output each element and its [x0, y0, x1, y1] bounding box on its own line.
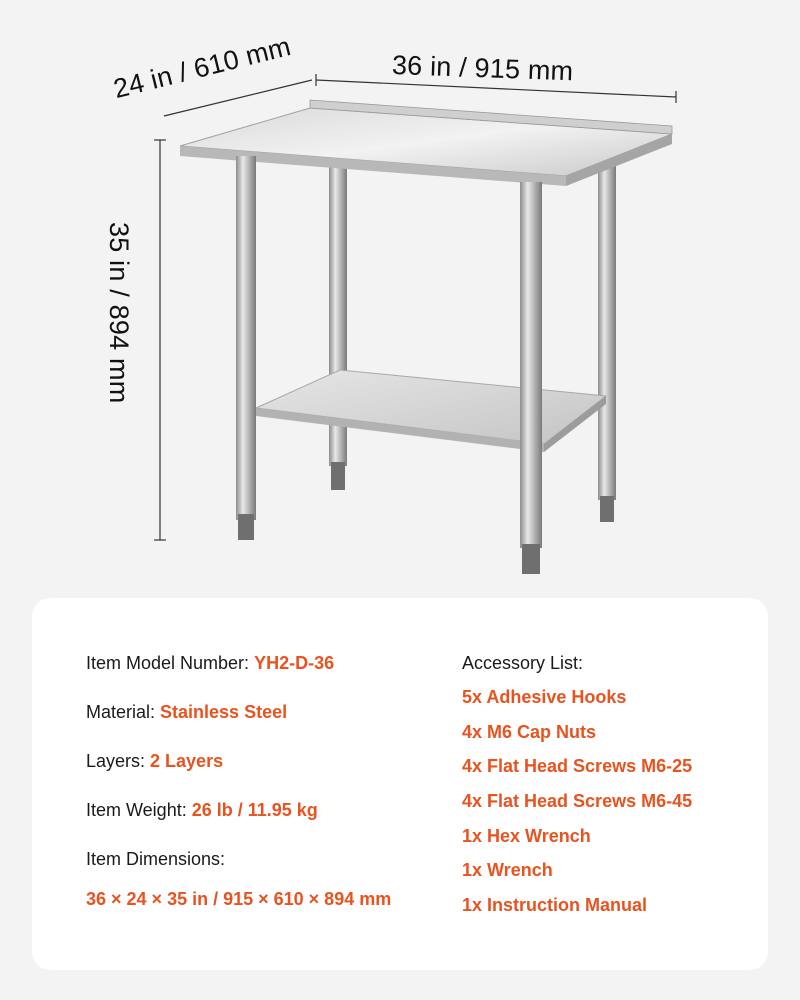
accessory-item: 1x Hex Wrench: [462, 825, 591, 846]
accessory-item: 5x Adhesive Hooks: [462, 687, 627, 707]
spec-weight-label: Item Weight:: [86, 800, 192, 820]
height-dimension-label: 35 in / 894 mm: [104, 222, 134, 404]
spec-model: [86, 652, 446, 701]
width-dimension-label: 36 in / 915 mm: [391, 50, 574, 87]
accessory-list-title: Accessory List:: [462, 653, 584, 673]
depth-dimension-label: 24 in / 610 mm: [110, 31, 294, 105]
spec-card: [32, 598, 768, 970]
spec-weight: [86, 799, 446, 848]
spec-list: [86, 652, 446, 910]
spec-layers-label: Layers:: [86, 751, 151, 771]
spec-material: [86, 701, 446, 750]
spec-material-value: Stainless Steel: [160, 702, 288, 722]
spec-model-label: Item Model Number:: [86, 653, 255, 673]
spec-dimensions-value: 36 × 24 × 35 in / 915 × 610 × 894 mm: [86, 889, 392, 909]
spec-layers-value: 2 Layers: [150, 751, 224, 771]
accessory-item: 4x Flat Head Screws M6-25: [462, 756, 693, 777]
spec-layers: [86, 750, 446, 799]
spec-dimensions-label: Item Dimensions:: [86, 849, 226, 869]
front-legs: [236, 156, 542, 574]
spec-material-label: Material:: [86, 702, 161, 722]
accessory-list: [462, 652, 752, 929]
accessory-item: 1x Instruction Manual: [462, 895, 648, 916]
spec-model-value: YH2-D-36: [254, 653, 335, 673]
accessory-item: 4x M6 Cap Nuts: [462, 721, 597, 742]
accessory-item: 4x Flat Head Screws M6-45: [462, 791, 693, 812]
back-legs: [329, 160, 616, 522]
accessory-item: 1x Wrench: [462, 860, 553, 881]
spec-weight-value: 26 lb / 11.95 kg: [191, 800, 318, 820]
lower-shelf: [256, 370, 606, 452]
